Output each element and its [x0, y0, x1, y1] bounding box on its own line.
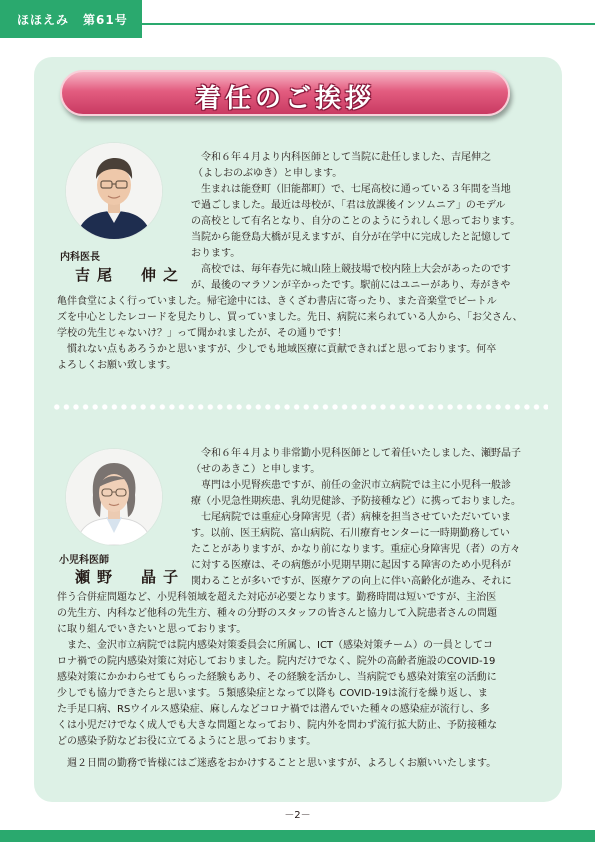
page-number: －2－: [284, 810, 311, 821]
doctor2-text-line: す。以前、医王病院、富山病院、石川療育センターに一時期勤務してい: [191, 528, 510, 539]
dotted-divider: [52, 403, 548, 411]
doctor2-text-line: の先生方、内科など他科の先生方、種々の分野のスタッフの皆さんと協力して入院患者さんの問題: [57, 608, 497, 619]
doctor1-text-line: （よしおのぶゆき）と申します。: [193, 168, 343, 179]
doctor2-text-line: 伴う合併症問題など、小児科領域を超えた対応が必要となります。勤務時間は短いですが、主治医: [57, 592, 497, 603]
doctor2-text-line: どの感染予防などお役に立てるようにと思っております。: [57, 736, 317, 747]
doctor1-name: 吉尾 伸之: [75, 266, 186, 284]
doctor1-photo: [66, 143, 162, 239]
title-banner: [60, 70, 510, 116]
doctor2-text-line: 感染対策にかかわらせてもらった経験もあり、その経験を活かし、当病院でも感染対策室の活動に: [57, 672, 497, 683]
doctor1-text-line: 生まれは能登町（旧能都町）で、七尾高校に通っている３年間を当地: [201, 184, 511, 195]
page-header: [0, 0, 595, 38]
doctor2-text-line: くは小児だけでなく成人でも大きな問題となっており、院内外を問わず流行拡大防止、予防接種な: [57, 720, 497, 731]
doctor2-text-line: 専門は小児腎疾患ですが、前任の金沢市立病院では主に小児科一般診: [201, 480, 511, 491]
doctor1-text-line: おります。: [191, 248, 241, 259]
doctor2-role: 小児科医師: [59, 555, 109, 566]
issue-number: 第61号: [83, 13, 128, 27]
doctor1-text-line: ズを中心としたレコードを見たりし、買っていました。先日、病院に来られている人から、「お父さん、: [57, 312, 523, 323]
doctor1-text-line: 高校では、毎年春先に城山陸上競技場で校内陸上大会があったのです: [201, 264, 511, 275]
doctor2-text-line: また、金沢市立病院では院内感染対策委員会に所属し、ICT（感染対策チーム）の一員としてコ: [67, 640, 494, 651]
doctor1-text-line: 令和６年４月より内科医師として当院に赴任しました、吉尾伸之: [201, 152, 491, 163]
doctor1-text-line: よろしくお願い致します。: [57, 360, 177, 371]
newsletter-name: ほほえみ: [17, 13, 70, 27]
doctor2-text-line: た手足口病、RSウイルス感染症、麻しんなどコロナ禍では潜んでいた種々の感染症が流行し、多: [57, 704, 490, 715]
doctor2-text-line: 令和６年４月より非常勤小児科医師として着任いたしました、瀬野晶子: [201, 448, 521, 459]
doctor2-text-line: 七尾病院では重症心身障害児（者）病棟を担当させていただいていま: [201, 512, 511, 523]
doctor2-name: 瀬野 晶子: [75, 568, 186, 586]
doctor1-role: 内科医長: [60, 252, 100, 263]
doctor2-text-line: 週２日間の勤務で皆様にはご迷惑をおかけすることと思いますが、よろしくお願いいたします。: [67, 758, 497, 769]
doctor1-text-line: が、最後のマラソンが辛かったです。駅前にはユニーがあり、寿がきや: [191, 280, 511, 291]
doctor2-text-line: 関わることが多いですが、医療ケアの向上に伴い高齢化が進み、それに: [191, 576, 512, 587]
doctor2-text-line: に対する医療は、その病態が小児期早期に起因する障害のため小児科が: [191, 560, 511, 571]
doctor2-text-line: 療（小児急性期疾患、乳幼児健診、予防接種など）に携っておりました。: [191, 496, 521, 507]
doctor2-photo: [66, 449, 162, 545]
doctor1-text-line: 学校の先生じゃないけ？」って聞かれましたが、その通りです！: [57, 328, 347, 339]
header-title: [17, 11, 142, 28]
doctor2-text-line: たことがありますが、かなり前になります。重症心身障害児（者）の方々: [191, 544, 521, 555]
doctor2-text-line: に取り組んでいきたいと思っております。: [57, 624, 247, 635]
page-title: 着任のご挨拶: [194, 84, 375, 114]
doctor1-text-line: 当院から能登島大橋が見えますが、自分が在学中に完成したと記憶して: [191, 232, 511, 243]
footer-green-bar: [0, 830, 595, 842]
doctor1-text-line: で過ごしました。最近は母校が、「君は放課後インソムニア」のモデル: [191, 200, 506, 211]
doctor1-text-line: 慣れない点もあろうかと思いますが、少しでも地域医療に貢献できればと思っております。何卒: [67, 344, 497, 355]
doctor2-text-line: （せのあきこ）と申します。: [191, 464, 321, 475]
doctor2-text-line: 少しでも協力できたらと思います。５類感染症となって以降も COVID-19は流行を繰り返し、ま: [57, 688, 488, 699]
header-rule: [142, 23, 595, 25]
doctor1-text-line: の高校として有名となり、自分のことのようにうれしく思っております。: [191, 216, 521, 227]
doctor1-text-line: 亀伴食堂によく行っていました。帰宅途中には、きくざわ書店に寄ったり、また音楽堂でビートル: [57, 296, 497, 307]
doctor2-text-line: ロナ禍での院内感染対策に対応しておりました。院内だけでなく、院外の高齢者施設のCOVID-19: [57, 656, 496, 667]
